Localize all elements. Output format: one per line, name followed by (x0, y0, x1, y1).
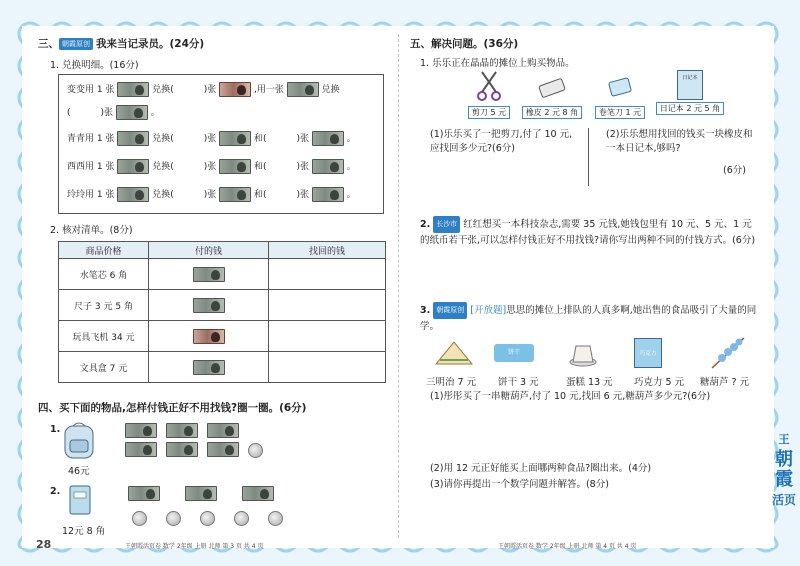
paid-money (149, 290, 269, 321)
bill-5-icon[interactable] (185, 486, 217, 501)
bill-20-icon[interactable] (125, 423, 157, 438)
money-set-1 (125, 422, 305, 460)
original-tag: 朝霞原创 (433, 302, 467, 319)
bill-20-icon (287, 82, 319, 97)
money-set-2 (128, 486, 328, 526)
paid-money (149, 321, 269, 352)
change-cell[interactable] (269, 259, 386, 290)
eraser-icon (536, 70, 568, 102)
eraser-item (520, 70, 584, 119)
bill-icon (312, 131, 344, 146)
exchange-row-1: 变变用 1 张 兑换( )张 ,用一张 兑换 (67, 82, 340, 97)
bill-icon (219, 159, 251, 174)
bill-1-icon[interactable] (242, 486, 274, 501)
food-price-2: 饼干 3 元 (498, 377, 539, 388)
item-price: 玩具飞机 34 元 (59, 321, 149, 352)
coin-icon[interactable] (132, 511, 147, 526)
bill-icon (312, 187, 344, 202)
diary-item (655, 70, 725, 115)
col-header-price: 商品价格 (59, 242, 149, 259)
exchange-box (58, 74, 384, 214)
food-price-4: 巧克力 5 元 (634, 377, 685, 388)
sharpener-price: 卷笔刀 1 元 (595, 106, 645, 119)
table-row (59, 321, 386, 352)
bill-icon (117, 131, 149, 146)
coin-icon[interactable] (166, 511, 181, 526)
bill-100-icon (117, 82, 149, 97)
bill-icon (312, 159, 344, 174)
chocolate-icon: 巧克力 (634, 338, 662, 368)
checklist-table (58, 241, 386, 383)
q5-1-label: 1. 乐乐正在晶晶的摊位上购买物品。 (420, 58, 575, 69)
col-header-change: 找回的钱 (269, 242, 386, 259)
coin-icon[interactable] (268, 511, 283, 526)
q5-3-sub1: (1)彤彤买了一串糖葫芦,付了 10 元,找回 6 元,糖葫芦多少元?(6分) (430, 391, 711, 402)
notebook-icon (68, 484, 92, 516)
table-row (59, 290, 386, 321)
footer-right: 王朝霞活页卷 数学 2年级 上册 北师 第 4 页 共 4 页 (498, 543, 637, 550)
section-3-title: 三、 朝霞原创 我来当记录员。(24分) (38, 38, 205, 50)
backpack-icon (60, 420, 98, 460)
sharpener-item (588, 70, 652, 119)
page-number: 28 (36, 538, 52, 551)
original-tag: 朝霞原创 (59, 38, 93, 50)
scissors-item (460, 70, 518, 119)
exchange-row-1b: ( )张 。 (67, 105, 160, 120)
footer-left: 王朝霞活页卷 数学 2年级 上册 北师 第 3 页 共 4 页 (125, 543, 264, 550)
food-price-3: 蛋糕 13 元 (566, 377, 613, 388)
bill-20-icon[interactable] (166, 423, 198, 438)
bill-10-icon[interactable] (128, 486, 160, 501)
q5-1-sub2: (2)乐乐想用找回的钱买一块橡皮和一本日记本,够吗? (606, 129, 753, 154)
item-price: 文具盒 7 元 (59, 352, 149, 383)
table-row (59, 259, 386, 290)
cake-icon (568, 338, 598, 368)
item-price: 尺子 3 元 5 角 (59, 290, 149, 321)
diary-price: 日记本 2 元 5 角 (656, 102, 724, 115)
section-5-title: 五、解决问题。(36分) (410, 38, 519, 50)
q3-2-label: 2. 核对清单。(8分) (50, 225, 133, 236)
q5-3: 3. 朝霞原创 [开放题]思思的摊位上排队的人真多啊,她出售的食品吸引了大量的同学。 (420, 302, 760, 334)
brand-logo: 王 朝 霞 活页 (771, 433, 796, 507)
food-images (428, 336, 758, 374)
q3-1-label: 1. 兑换明细。(16分) (50, 60, 139, 71)
bill-icon (193, 298, 225, 313)
exchange-row-2: 青青用 1 张 兑换( )张 和( )张 。 (67, 131, 356, 146)
pencil-sharpener-icon (604, 70, 636, 102)
column-divider (398, 34, 399, 538)
sub-divider (588, 128, 589, 186)
q5-3-sub2: (2)用 12 元正好能买上面哪两种食品?圈出来。(4分) (430, 463, 652, 474)
food-price-1: 三明治 7 元 (426, 377, 477, 388)
bill-1-icon[interactable] (207, 442, 239, 457)
change-cell[interactable] (269, 290, 386, 321)
eraser-price: 橡皮 2 元 8 角 (522, 106, 582, 119)
bill-icon (193, 329, 225, 344)
section-4-title: 四、买下面的物品,怎样付钱正好不用找钱?圈一圈。(6分) (38, 402, 307, 414)
bill-icon (219, 187, 251, 202)
coin-icon[interactable] (234, 511, 249, 526)
bill-icon (117, 187, 149, 202)
bill-1-icon[interactable] (166, 442, 198, 457)
coin-1-yuan-icon[interactable] (248, 443, 263, 458)
diary-icon: 日记本 (677, 70, 703, 100)
scissors-icon (474, 70, 504, 102)
q5-3-sub3: (3)请你再提出一个数学问题并解答。(8分) (430, 479, 609, 490)
table-row (59, 352, 386, 383)
bill-icon (219, 131, 251, 146)
bill-icon (117, 159, 149, 174)
q5-2: 2. 长沙市 红红想买一本科技杂志,需要 35 元钱,她钱包里有 10 元、5 元、1 元的纸币若干张,可以怎样付钱正好不用找钱?请你写出两种不同的付钱方式。(6分) (420, 216, 760, 248)
biscuit-icon: 饼干 (494, 344, 534, 362)
bill-icon (193, 267, 225, 282)
q4-2-num: 2. (50, 486, 61, 497)
sandwich-icon (434, 338, 474, 368)
item-price: 水笔芯 6 角 (59, 259, 149, 290)
col-header-paid: 付的钱 (149, 242, 269, 259)
change-cell[interactable] (269, 352, 386, 383)
q5-1-sub1: (1)乐乐买了一把剪刀,付了 10 元,应找回多少元?(6分) (430, 129, 573, 154)
backpack-price: 46元 (68, 466, 90, 477)
exchange-row-4: 玲玲用 1 张 兑换( )张 和( )张 。 (67, 187, 356, 202)
q5-1-sub2-score: (6分) (723, 165, 746, 176)
paid-money (149, 352, 269, 383)
paid-money (149, 259, 269, 290)
change-cell[interactable] (269, 321, 386, 352)
scissors-price: 剪刀 5 元 (468, 106, 510, 119)
q4-1-num: 1. (50, 424, 61, 435)
exchange-row-3: 西西用 1 张 兑换( )张 和( )张 。 (67, 159, 356, 174)
bill-50-icon (219, 82, 251, 97)
bill-icon (193, 360, 225, 375)
city-tag: 长沙市 (433, 216, 460, 233)
candied-haws-icon (708, 336, 748, 370)
bill-5-icon[interactable] (125, 442, 157, 457)
bill-20-icon[interactable] (207, 423, 239, 438)
bill-10-icon (116, 105, 148, 120)
coin-icon[interactable] (200, 511, 215, 526)
notebook-price: 12元 8 角 (62, 526, 106, 537)
food-price-5: 糖葫芦 ? 元 (700, 377, 750, 388)
